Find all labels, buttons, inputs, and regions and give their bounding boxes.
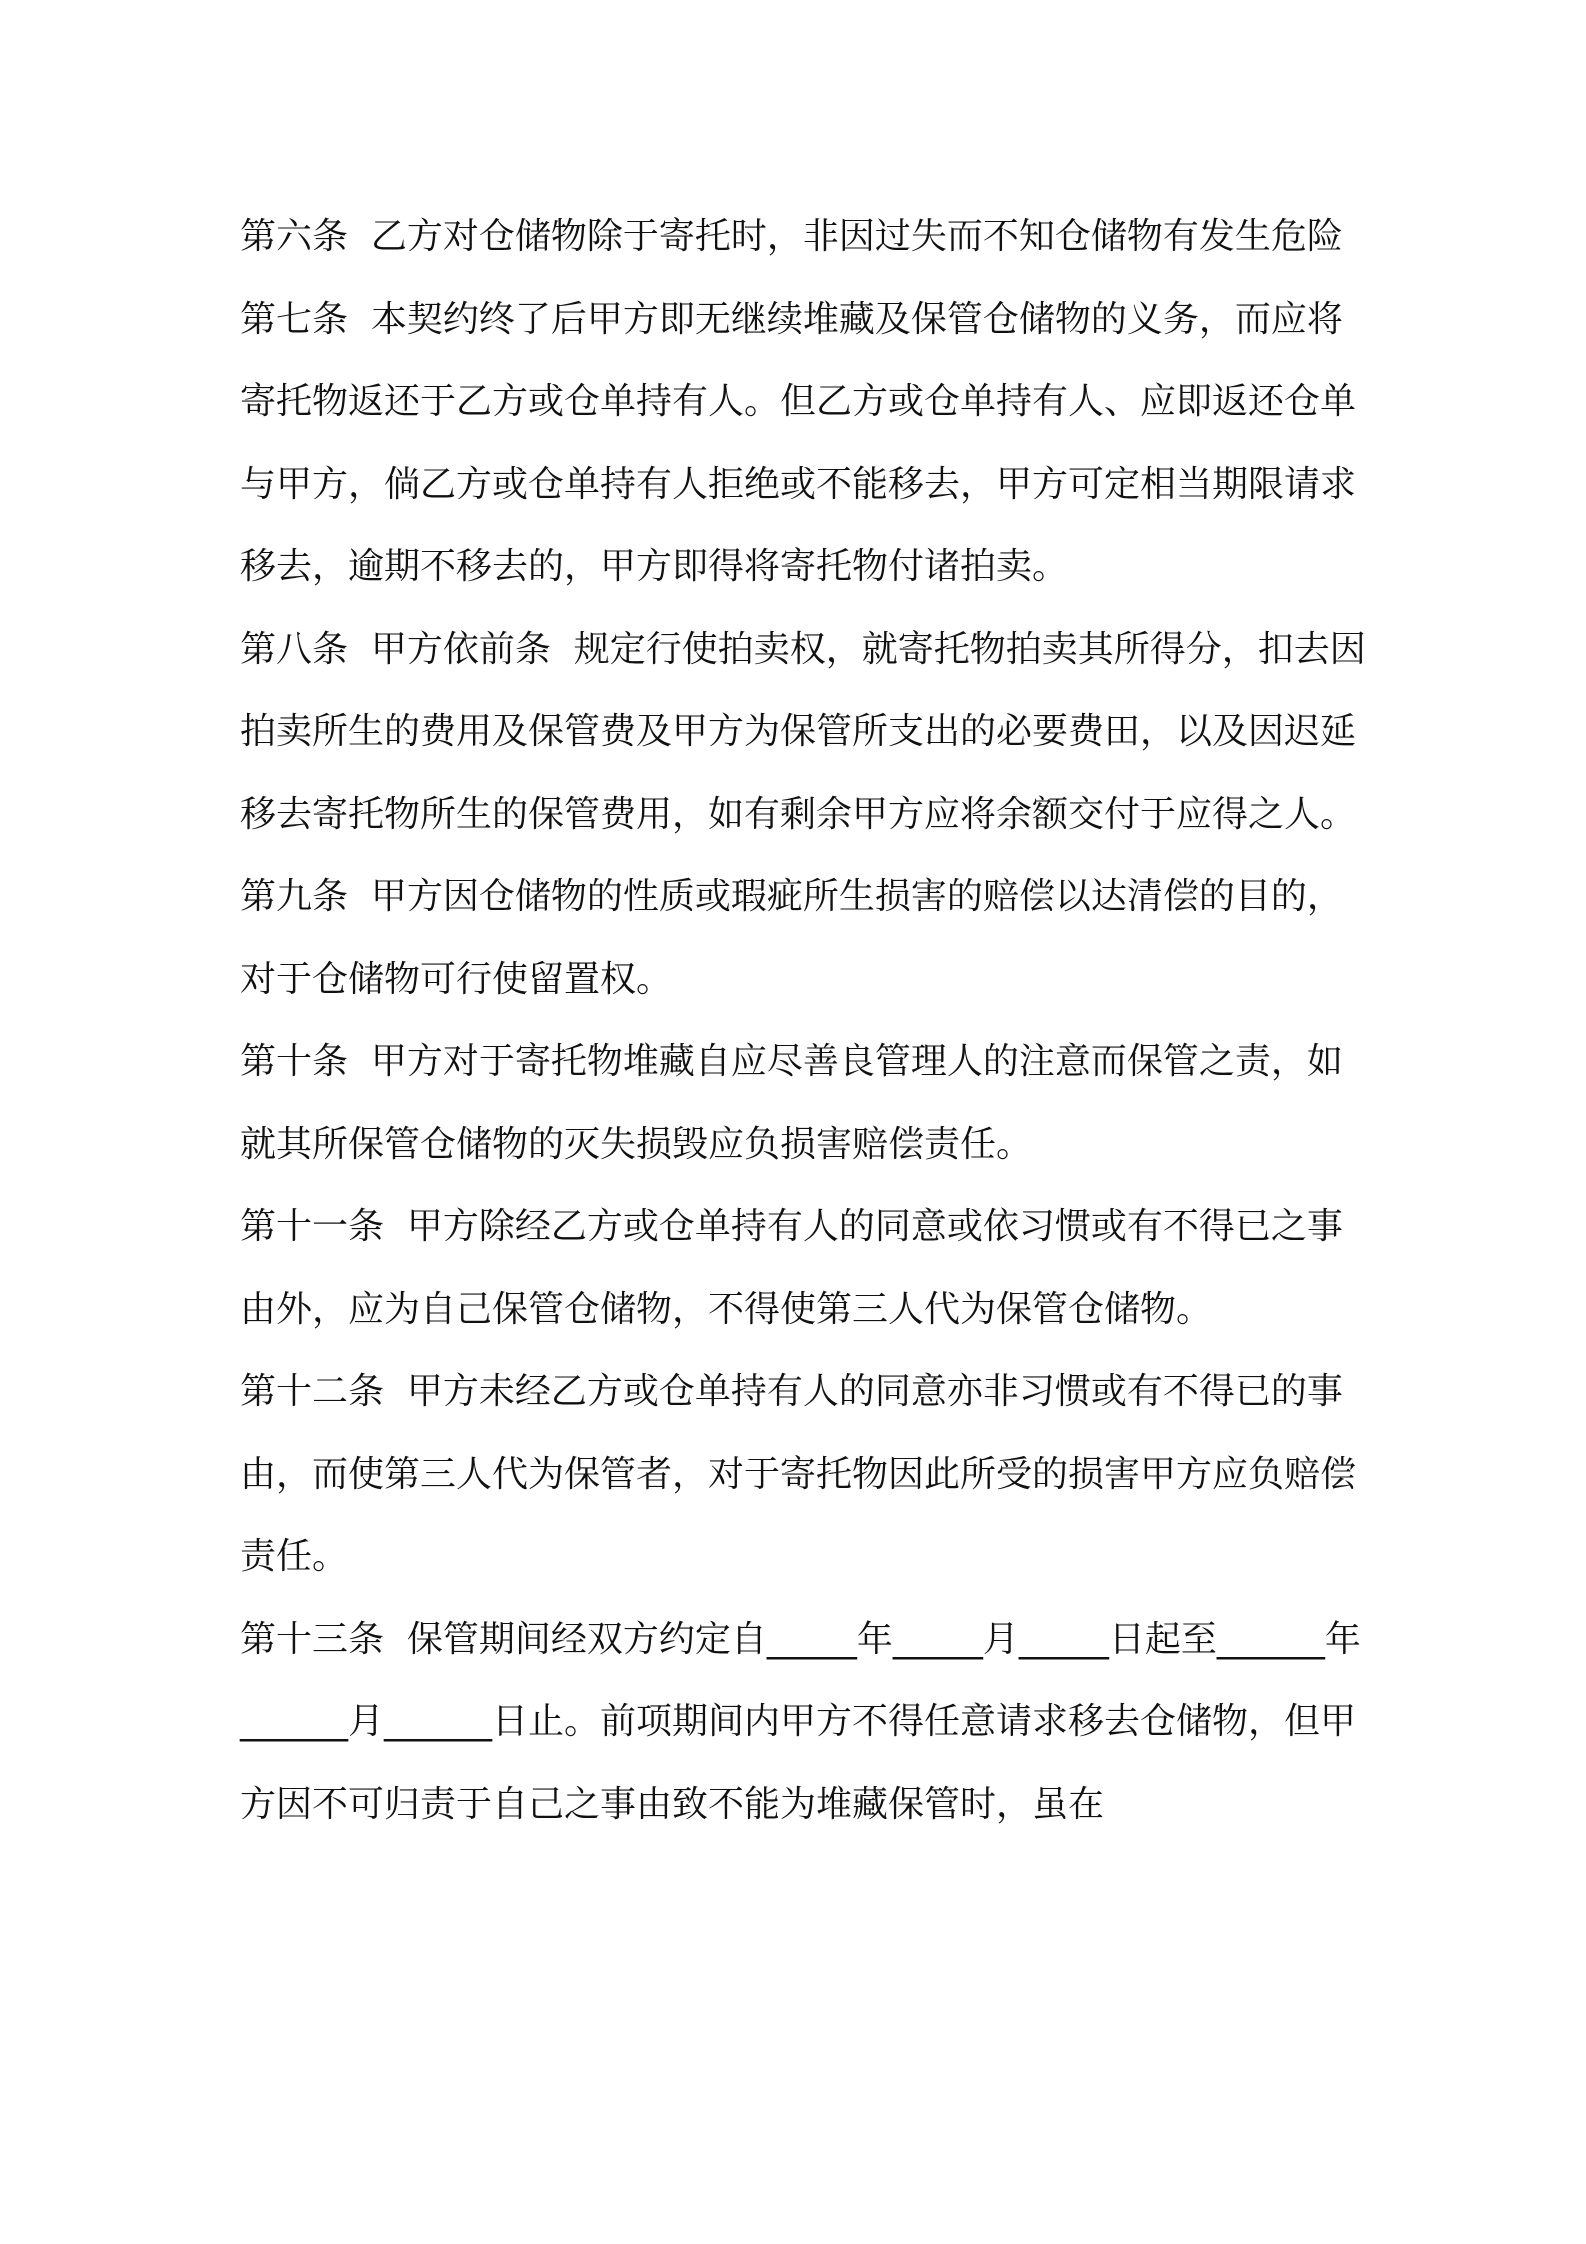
clause-9: 第九条 甲方因仓储物的性质或瑕疵所生损害的赔偿以达清偿的目的，对于仓储物可行使留置权。 — [240, 876, 1343, 1000]
clause-13: 第十三条 保管期间经双方约定自_____年_____月_____日起至______年______月______日止。前项期间内甲方不得任意请求移去仓储物，但甲方因不可归责于自己之事由致不能为堆藏保管时，虽在 — [240, 1618, 1361, 1825]
clause-8: 第八条 甲方依前条 规定行使拍卖权，就寄托物拍卖其所得分，扣去因拍卖所生的费用及保管费及甲方为保管所支出的必要费田，以及因迟延移去寄托物所生的保管费用，如有剩余甲方应将余额交付于应得之人。 — [240, 628, 1366, 835]
clause-12: 第十二条 甲方未经乙方或仓单持有人的同意亦非习惯或有不得已的事由，而使第三人代为保管者，对于寄托物因此所受的损害甲方应负赔偿责任。 — [240, 1371, 1357, 1577]
document-body — [240, 196, 1370, 1846]
clause-10: 第十条 甲方对于寄托物堆藏自应尽善良管理人的注意而保管之责，如就其所保管仓储物的灭失损毁应负损害赔偿责任。 — [240, 1041, 1343, 1165]
clause-7: 第七条 本契约终了后甲方即无继续堆藏及保管仓储物的义务，而应将寄托物返还于乙方或仓单持有人。但乙方或仓单持有人、应即返还仓单与甲方，倘乙方或仓单持有人拒绝或不能移去，甲方可定相当期限请求移去，逾期不移去的，甲方即得将寄托物付诸拍卖。 — [240, 298, 1357, 587]
clause-11: 第十一条 甲方除经乙方或仓单持有人的同意或依习惯或有不得已之事由外，应为自己保管仓储物，不得使第三人代为保管仓储物。 — [240, 1206, 1343, 1330]
clause-6: 第六条 乙方对仓储物除于寄托时，非因过失而不知仓储物有发生危险 — [240, 216, 1343, 257]
